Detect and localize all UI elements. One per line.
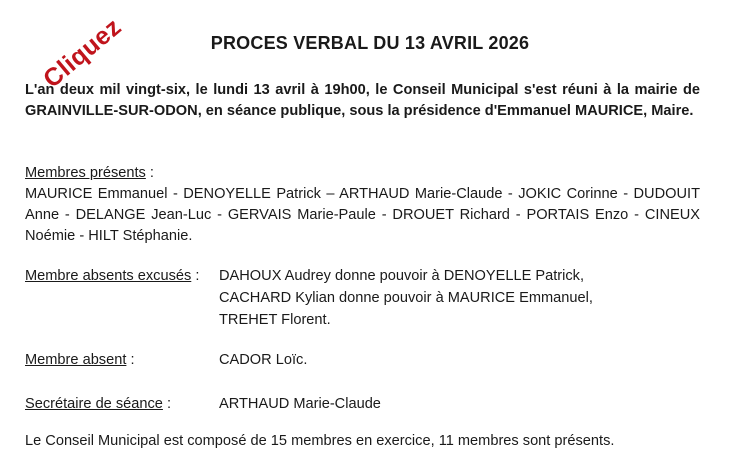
absent-colon: : bbox=[126, 352, 135, 368]
secretary-value: ARTHAUD Marie-Claude bbox=[219, 396, 381, 412]
members-present-list: MAURICE Emmanuel - DENOYELLE Patrick – ARTHAUD Marie-Claude - JOKIC Corinne - DUDOUIT Anne - DELANGE Jean-Luc - GERVAIS Marie-Paule - DROUET Richard - PORTAIS Enzo - CINEUX Noémie - HILT Stéphanie. bbox=[25, 186, 700, 244]
intro-paragraph: L'an deux mil vingt-six, le lundi 13 avril à 19h00, le Conseil Municipal s'est réuni à la mairie de GRAINVILLE-SUR-ODON, en séance publique, sous la présidence d'Emmanuel MAURICE, Maire. bbox=[25, 82, 700, 119]
members-present-heading bbox=[25, 163, 154, 184]
absent-excused-item: TREHET Florent. bbox=[219, 312, 331, 328]
secretary-heading bbox=[25, 393, 171, 415]
absent-excused-heading bbox=[25, 265, 199, 287]
members-present-label: Membres présents bbox=[25, 165, 146, 181]
secretary-colon: : bbox=[162, 396, 172, 412]
secretary-label: Secrétaire de séance bbox=[25, 396, 163, 412]
absent-heading bbox=[25, 349, 135, 371]
absent-excused-item: DAHOUX Audrey donne pouvoir à DENOYELLE Patrick, bbox=[219, 268, 585, 284]
absent-value: CADOR Loïc. bbox=[219, 352, 308, 368]
footer-summary: Le Conseil Municipal est composé de 15 membres en exercice, 11 membres sont présents. bbox=[25, 433, 615, 449]
cliquez-link[interactable]: Cliquez bbox=[38, 12, 127, 94]
absent-excused-label: Membre absents excusés bbox=[25, 268, 192, 284]
absent-excused-colon: : bbox=[191, 268, 200, 284]
page-title: PROCES VERBAL DU 13 AVRIL 2026 bbox=[210, 33, 530, 53]
absent-excused-item: CACHARD Kylian donne pouvoir à MAURICE Emmanuel, bbox=[219, 290, 593, 306]
absent-excused-list bbox=[219, 265, 593, 331]
absent-label: Membre absent bbox=[25, 352, 127, 368]
members-present-colon: : bbox=[145, 165, 154, 181]
